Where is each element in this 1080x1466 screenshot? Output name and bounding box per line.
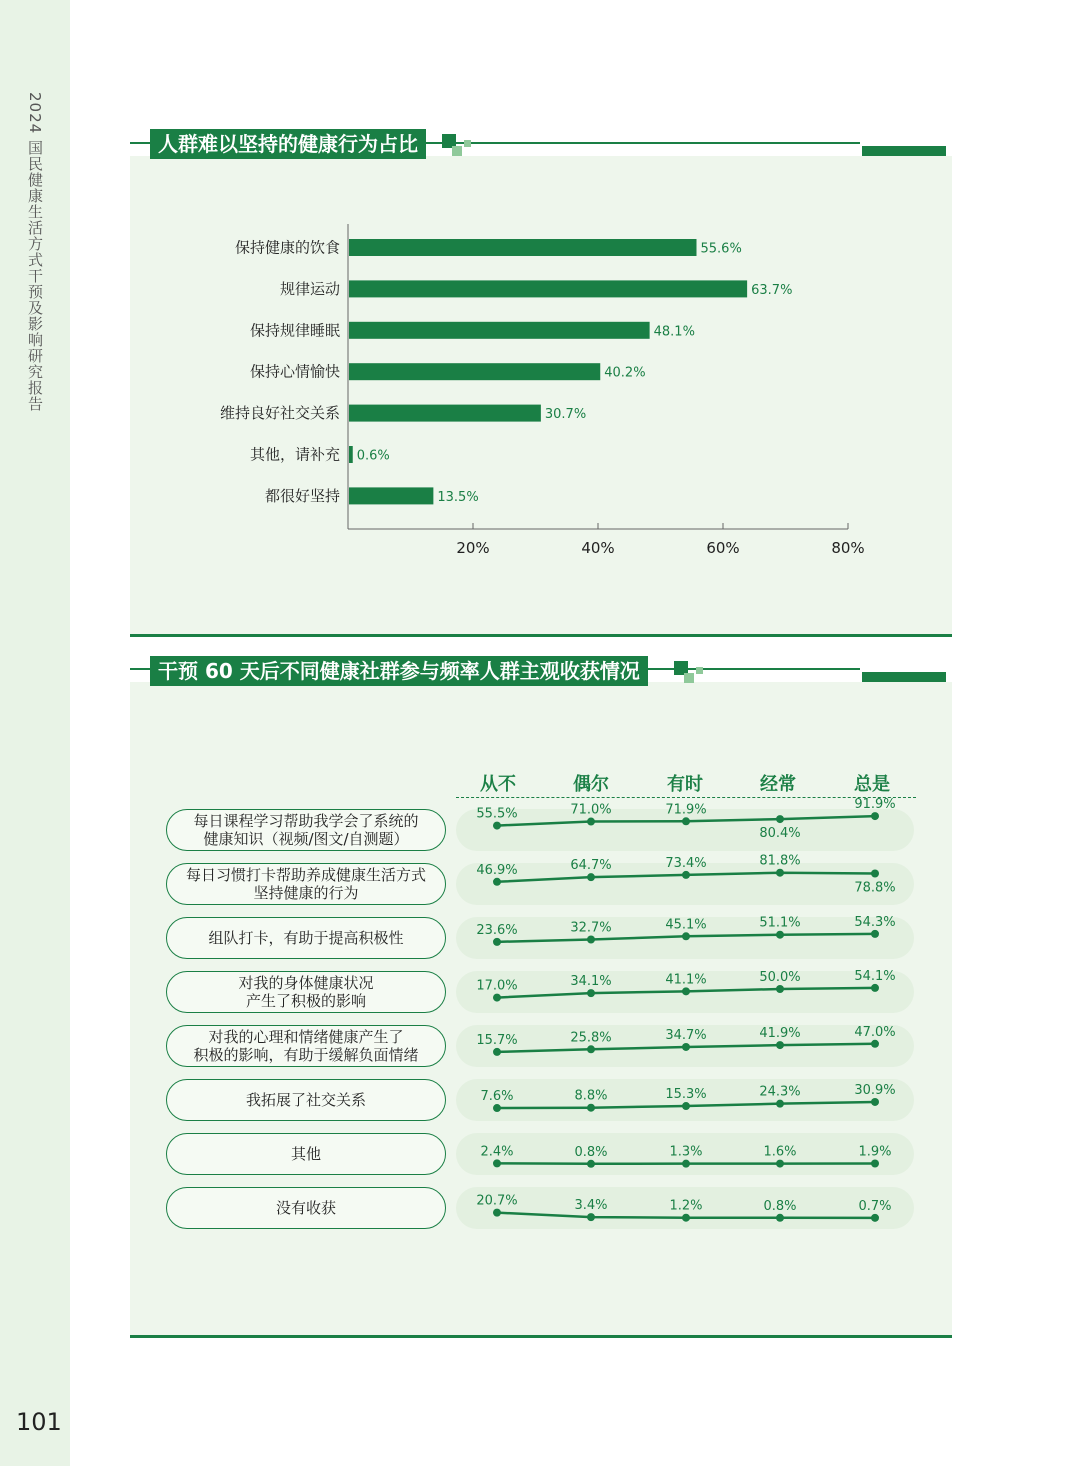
data-point [587,935,595,943]
freq-header-occasionally: 偶尔 [573,774,609,795]
bar-chart-title: 人群难以坚持的健康行为占比 [150,129,426,159]
data-point [776,1160,784,1168]
data-point [871,1160,879,1168]
data-point [587,1104,595,1112]
x-tick-label: 40% [581,539,615,557]
data-point [776,985,784,993]
data-label: 50.0% [759,970,801,985]
data-point [776,815,784,823]
data-label: 73.4% [665,855,707,871]
row-label-other: 其他 [166,1133,446,1175]
row-label-social: 我拓展了社交关系 [166,1079,446,1121]
category-label: 保持心情愉快 [249,362,340,381]
data-point [493,1159,501,1167]
data-point [493,878,501,886]
data-point [682,987,690,995]
data-label: 15.3% [665,1087,707,1103]
data-label: 80.4% [759,826,801,842]
data-label: 25.8% [570,1030,612,1046]
data-point [871,812,879,820]
freq-header-never: 从不 [480,774,516,795]
data-point [776,1100,784,1108]
data-label: 2.4% [480,1144,514,1160]
bar-value-label: 63.7% [751,282,793,298]
data-label: 1.6% [763,1144,797,1160]
data-label: 51.1% [759,915,801,931]
data-point [682,1102,690,1110]
data-point [776,869,784,877]
bar-value-label: 55.6% [700,241,742,257]
data-label: 24.3% [759,1084,801,1100]
data-label: 8.8% [574,1088,608,1104]
freq-header-often: 经常 [760,774,796,795]
data-label: 34.1% [570,974,612,990]
data-label: 71.0% [570,802,612,818]
data-point [682,817,690,825]
row-label-physical-health: 对我的身体健康状况 产生了积极的影响 [166,971,446,1013]
data-label: 64.7% [570,858,612,874]
data-point [682,1160,690,1168]
data-point [871,1098,879,1106]
row-label-no-gain: 没有收获 [166,1187,446,1229]
data-label: 91.9% [854,797,896,813]
category-label: 规律运动 [279,279,340,298]
data-point [493,1104,501,1112]
data-point [587,873,595,881]
data-label: 46.9% [476,862,518,878]
running-title: 2024 国民健康生活方式干预及影响研究报告 [26,92,44,412]
data-label: 54.3% [854,914,896,930]
x-tick-label: 60% [706,539,740,557]
data-point [587,1213,595,1221]
data-label: 81.8% [759,853,801,869]
data-label: 71.9% [665,802,707,818]
freq-header-sometimes: 有时 [667,774,703,795]
data-point [682,1214,690,1222]
data-label: 55.5% [476,806,518,822]
freq-header-always: 总是 [854,774,890,795]
data-point [776,931,784,939]
data-label: 23.6% [476,922,518,938]
data-label: 3.4% [574,1198,608,1214]
data-label: 41.9% [759,1026,801,1042]
data-label: 7.6% [480,1089,514,1105]
line-chart-title: 干预 60 天后不同健康社群参与频率人群主观收获情况 [150,656,648,686]
data-label: 32.7% [570,920,612,936]
data-point [587,989,595,997]
data-point [493,938,501,946]
page-number: 101 [16,1408,62,1436]
x-tick-label: 20% [456,539,490,557]
data-label: 45.1% [665,917,707,933]
data-point [776,1214,784,1222]
bar-value-label: 0.6% [356,448,390,464]
row-label-system-knowledge: 每日课程学习帮助我学会了系统的 健康知识（视频/图文/自测题） [166,809,446,851]
data-label: 0.8% [574,1144,608,1160]
data-label: 20.7% [476,1193,518,1209]
data-label: 0.7% [858,1198,892,1214]
data-point [493,822,501,830]
data-point [493,994,501,1002]
bar-value-label: 30.7% [544,407,587,423]
data-point [493,1048,501,1056]
data-label: 47.0% [854,1024,896,1040]
bar-value-label: 40.2% [604,365,646,381]
data-point [871,1214,879,1222]
data-label: 15.7% [476,1032,518,1048]
category-label: 保持健康的饮食 [234,238,340,257]
data-point [587,818,595,826]
row-label-habit-checkin: 每日习惯打卡帮助养成健康生活方式 坚持健康的行为 [166,863,446,905]
bar-value-label: 48.1% [653,324,695,340]
data-point [871,984,879,992]
data-point [682,871,690,879]
row-label-mental-health: 对我的心理和情绪健康产生了 积极的影响，有助于缓解负面情绪 [166,1025,446,1067]
data-label: 1.3% [669,1144,703,1160]
data-label: 0.8% [763,1198,797,1214]
data-point [587,1160,595,1168]
data-point [871,870,879,878]
data-point [682,932,690,940]
data-point [871,1040,879,1048]
data-point [871,930,879,938]
x-tick-label: 80% [831,539,865,557]
data-point [493,1209,501,1217]
data-point [587,1045,595,1053]
category-label: 其他，请补充 [249,445,340,464]
data-label: 1.9% [858,1144,892,1160]
category-label: 维持良好社交关系 [219,404,340,423]
category-label: 都很好坚持 [264,486,340,505]
data-point [776,1041,784,1049]
category-label: 保持规律睡眠 [249,321,340,340]
data-label: 41.1% [665,972,707,988]
data-label: 34.7% [665,1027,707,1043]
data-label: 30.9% [854,1082,896,1098]
row-label-team-checkin: 组队打卡，有助于提高积极性 [166,917,446,959]
data-label: 1.2% [669,1198,703,1214]
data-label: 17.0% [476,978,518,994]
bar-value-label: 13.5% [437,489,479,505]
data-label: 78.8% [854,880,896,896]
data-point [682,1043,690,1051]
data-label: 54.1% [854,968,896,984]
